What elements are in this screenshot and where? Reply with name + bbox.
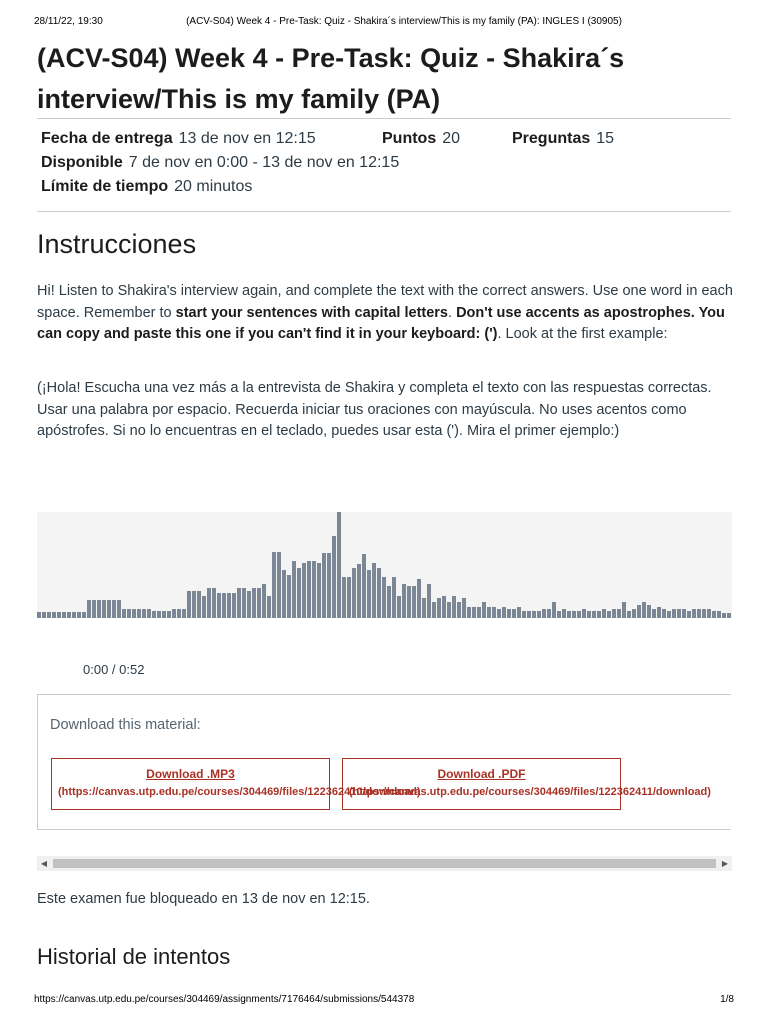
meta-points xyxy=(382,130,460,148)
waveform-bar xyxy=(77,612,81,618)
waveform-bar xyxy=(257,588,261,618)
waveform-bar xyxy=(532,611,536,618)
available-label: Disponible xyxy=(41,154,123,171)
waveform-bar xyxy=(727,613,731,618)
waveform-bar xyxy=(537,611,541,618)
instr-bold-capitals: start your sentences with capital letters xyxy=(175,304,448,321)
waveform-bar xyxy=(352,568,356,618)
waveform-bar xyxy=(197,591,201,618)
waveform-bar xyxy=(422,598,426,618)
waveform-bar xyxy=(157,611,161,618)
waveform-bar xyxy=(412,586,416,618)
waveform-bar xyxy=(47,612,51,618)
waveform-bar xyxy=(377,568,381,618)
waveform-bar xyxy=(337,512,341,618)
waveform-bar xyxy=(227,593,231,618)
waveform-bar xyxy=(252,588,256,618)
waveform-bar xyxy=(287,575,291,618)
instructions-paragraph-en xyxy=(37,281,737,346)
waveform-bar xyxy=(497,609,501,618)
waveform-bar xyxy=(202,596,206,618)
waveform-bar xyxy=(187,591,191,618)
waveform-bar xyxy=(572,611,576,618)
waveform-bar xyxy=(492,607,496,618)
download-pdf-button[interactable] xyxy=(342,758,711,810)
waveform-bar xyxy=(687,611,691,618)
scrollbar-thumb[interactable] xyxy=(53,859,716,868)
waveform-bar xyxy=(117,600,121,618)
waveform-bar xyxy=(632,609,636,618)
waveform-bar xyxy=(667,611,671,618)
waveform-bar xyxy=(357,564,361,618)
waveform-bar xyxy=(587,611,591,618)
waveform-bar xyxy=(472,607,476,618)
waveform-bar xyxy=(92,600,96,618)
download-mp3-button[interactable] xyxy=(51,758,421,810)
waveform-bar xyxy=(322,553,326,618)
waveform-bar xyxy=(102,600,106,618)
due-label: Fecha de entrega xyxy=(41,130,173,147)
waveform-bar xyxy=(392,577,396,618)
waveform-bar xyxy=(292,561,296,618)
print-footer xyxy=(34,994,734,1008)
print-footer-url: https://canvas.utp.edu.pe/courses/304469/assignments/7176464/submissions/544378 xyxy=(34,994,415,1005)
waveform-bar xyxy=(482,602,486,618)
quiz-title xyxy=(37,38,737,120)
waveform-bar xyxy=(417,579,421,618)
waveform-bar xyxy=(152,611,156,618)
waveform-bar xyxy=(597,611,601,618)
waveform-bar xyxy=(402,584,406,618)
instr-bold-accents: Don't use accents as apostrophes. You can copy and paste this one if you can't find it in your keyboard: (') xyxy=(37,304,725,342)
waveform-bar xyxy=(272,552,276,618)
waveform-bar xyxy=(457,602,461,618)
audio-waveform[interactable] xyxy=(37,512,732,618)
waveform-bar xyxy=(622,602,626,618)
instructions-heading: Instrucciones xyxy=(37,229,197,259)
waveform-bar xyxy=(437,598,441,618)
quiz-title-line2: interview/This is my family (PA) xyxy=(37,84,441,114)
waveform-bar xyxy=(717,611,721,618)
waveform-bar xyxy=(167,611,171,618)
waveform-bar xyxy=(592,611,596,618)
waveform-bar xyxy=(452,596,456,618)
waveform-bar xyxy=(477,607,481,618)
waveform-bar xyxy=(222,593,226,618)
print-header xyxy=(34,16,734,30)
history-heading: Historial de intentos xyxy=(37,944,231,969)
waveform-bar xyxy=(662,609,666,618)
waveform-bar xyxy=(362,554,366,618)
waveform-bar xyxy=(387,586,391,618)
waveform-bar xyxy=(702,609,706,618)
download-mp3-url[interactable]: (https://canvas.utp.edu.pe/courses/304469/files/122362410/download) xyxy=(58,786,421,798)
print-page-number: 1/8 xyxy=(720,994,734,1005)
waveform-bar xyxy=(162,611,166,618)
waveform-bar xyxy=(467,607,471,618)
waveform-bar xyxy=(372,563,376,618)
waveform-bar xyxy=(522,611,526,618)
waveform-bar xyxy=(602,609,606,618)
waveform-bar xyxy=(612,609,616,618)
questions-label: Preguntas xyxy=(512,130,591,147)
waveform-bar xyxy=(647,605,651,618)
waveform-bar xyxy=(407,586,411,618)
waveform-bar xyxy=(327,553,331,618)
waveform-bar xyxy=(347,577,351,618)
waveform-bar xyxy=(72,612,76,618)
waveform-bar xyxy=(317,563,321,618)
waveform-bar xyxy=(527,611,531,618)
waveform-bar xyxy=(677,609,681,618)
meta-questions xyxy=(512,130,614,148)
waveform-bar xyxy=(432,602,436,618)
waveform-bar xyxy=(247,591,251,618)
quiz-meta xyxy=(37,118,731,212)
points-value: 20 xyxy=(442,130,461,147)
scroll-right-icon[interactable]: ▶ xyxy=(721,859,729,868)
instr-text-1: Hi! Listen to Shakira's interview again, and complete the text with the correct answers. Use one word in each space. Remember to xyxy=(37,283,733,321)
download-box xyxy=(37,694,731,830)
waveform-bar xyxy=(297,568,301,618)
waveform-bar xyxy=(97,600,101,618)
meta-row-3 xyxy=(41,178,252,198)
waveform-bar xyxy=(627,611,631,618)
time-limit-value: 20 minutos xyxy=(174,178,253,195)
waveform-bar xyxy=(512,609,516,618)
waveform-bar xyxy=(52,612,56,618)
waveform-bar xyxy=(552,602,556,618)
waveform-bar xyxy=(517,607,521,618)
waveform-bar xyxy=(112,600,116,618)
waveform-bar xyxy=(147,609,151,618)
waveform-bar xyxy=(692,609,696,618)
audio-time: 0:00 / 0:52 xyxy=(83,662,145,677)
waveform-bar xyxy=(712,611,716,618)
waveform-bar xyxy=(722,613,726,618)
waveform-bar xyxy=(547,609,551,618)
instr-text-2: . xyxy=(448,304,457,321)
waveform-bar xyxy=(122,609,126,618)
waveform-bar xyxy=(682,609,686,618)
waveform-bar xyxy=(642,602,646,618)
waveform-bar xyxy=(567,611,571,618)
waveform-bar xyxy=(557,611,561,618)
locked-notice: Este examen fue bloqueado en 13 de nov en 12:15. xyxy=(37,891,370,907)
download-pdf-label[interactable]: Download .PDF xyxy=(437,767,526,781)
waveform-bar xyxy=(282,570,286,618)
due-value: 13 de nov en 12:15 xyxy=(178,130,316,147)
waveform-bar xyxy=(657,607,661,618)
waveform-bar xyxy=(617,609,621,618)
waveform-bar xyxy=(507,609,511,618)
waveform-bar xyxy=(217,593,221,618)
waveform-bar xyxy=(242,588,246,618)
waveform-bar xyxy=(67,612,71,618)
waveform-bar xyxy=(237,588,241,618)
print-doc-title: (ACV-S04) Week 4 - Pre-Task: Quiz - Shakira´s interview/This is my family (PA): INGLES I (30905) xyxy=(186,16,622,27)
waveform-bar xyxy=(177,609,181,618)
waveform-bar xyxy=(42,612,46,618)
waveform-bar xyxy=(582,609,586,618)
download-lead: Download this material: xyxy=(50,717,201,733)
waveform-bar xyxy=(447,602,451,618)
waveform-bar xyxy=(82,612,86,618)
download-pdf-url[interactable]: (https://canvas.utp.edu.pe/courses/304469/files/122362411/download) xyxy=(349,786,711,798)
waveform-bar xyxy=(62,612,66,618)
horizontal-scrollbar[interactable] xyxy=(37,856,732,871)
waveform-bar xyxy=(427,584,431,618)
waveform-bar xyxy=(37,612,41,618)
waveform-bar xyxy=(267,596,271,618)
scroll-left-icon[interactable]: ◀ xyxy=(40,859,48,868)
waveform-bar xyxy=(207,588,211,618)
print-date: 28/11/22, 19:30 xyxy=(34,16,103,27)
waveform-bar xyxy=(307,561,311,618)
quiz-title-line1: (ACV-S04) Week 4 - Pre-Task: Quiz - Shakira´s xyxy=(37,43,625,73)
waveform-bar xyxy=(542,609,546,618)
waveform-bar xyxy=(697,609,701,618)
waveform-bar xyxy=(127,609,131,618)
waveform-bar xyxy=(607,611,611,618)
waveform-bar xyxy=(312,561,316,618)
meta-due xyxy=(41,130,316,148)
waveform-bar xyxy=(502,607,506,618)
waveform-bar xyxy=(137,609,141,618)
waveform-bar xyxy=(182,609,186,618)
instr-text-3: . Look at the first example: xyxy=(497,326,668,342)
waveform-bar xyxy=(277,552,281,618)
waveform-bar xyxy=(57,612,61,618)
questions-value: 15 xyxy=(596,130,615,147)
waveform-bar xyxy=(672,609,676,618)
waveform-bar xyxy=(342,577,346,618)
waveform-bar xyxy=(367,570,371,618)
waveform-bar xyxy=(87,600,91,618)
meta-row-2 xyxy=(41,154,399,174)
waveform-bar xyxy=(382,577,386,618)
waveform-bar xyxy=(562,609,566,618)
points-label: Puntos xyxy=(382,130,437,147)
waveform-bar xyxy=(397,596,401,618)
instructions-paragraph-es: (¡Hola! Escucha una vez más a la entrevista de Shakira y completa el texto con las respuestas correctas. Usar una palabra por espacio. Recuerda iniciar tus oraciones con mayúscula. No uses acentos como apóstrofes. Si no lo encuentras en el teclado, puedes usar esta ('). Mira el primer ejemplo:) xyxy=(37,380,712,439)
waveform-bar xyxy=(487,607,491,618)
waveform-bar xyxy=(707,609,711,618)
waveform-bar xyxy=(302,563,306,618)
waveform-bar xyxy=(142,609,146,618)
waveform-bar xyxy=(212,588,216,618)
waveform-bar xyxy=(107,600,111,618)
available-value: 7 de nov en 0:00 - 13 de nov en 12:15 xyxy=(128,154,400,171)
waveform-bar xyxy=(172,609,176,618)
waveform-bar xyxy=(577,611,581,618)
waveform-bar xyxy=(232,593,236,618)
download-mp3-label[interactable]: Download .MP3 xyxy=(146,767,235,781)
time-limit-label: Límite de tiempo xyxy=(41,178,169,195)
waveform-bar xyxy=(462,598,466,618)
waveform-bar xyxy=(442,596,446,618)
meta-row-1 xyxy=(41,130,731,150)
waveform-bar xyxy=(637,605,641,618)
waveform-bar xyxy=(192,591,196,618)
waveform-bar xyxy=(132,609,136,618)
waveform-bar xyxy=(652,609,656,618)
waveform-bar xyxy=(332,536,336,618)
waveform-bar xyxy=(262,584,266,618)
